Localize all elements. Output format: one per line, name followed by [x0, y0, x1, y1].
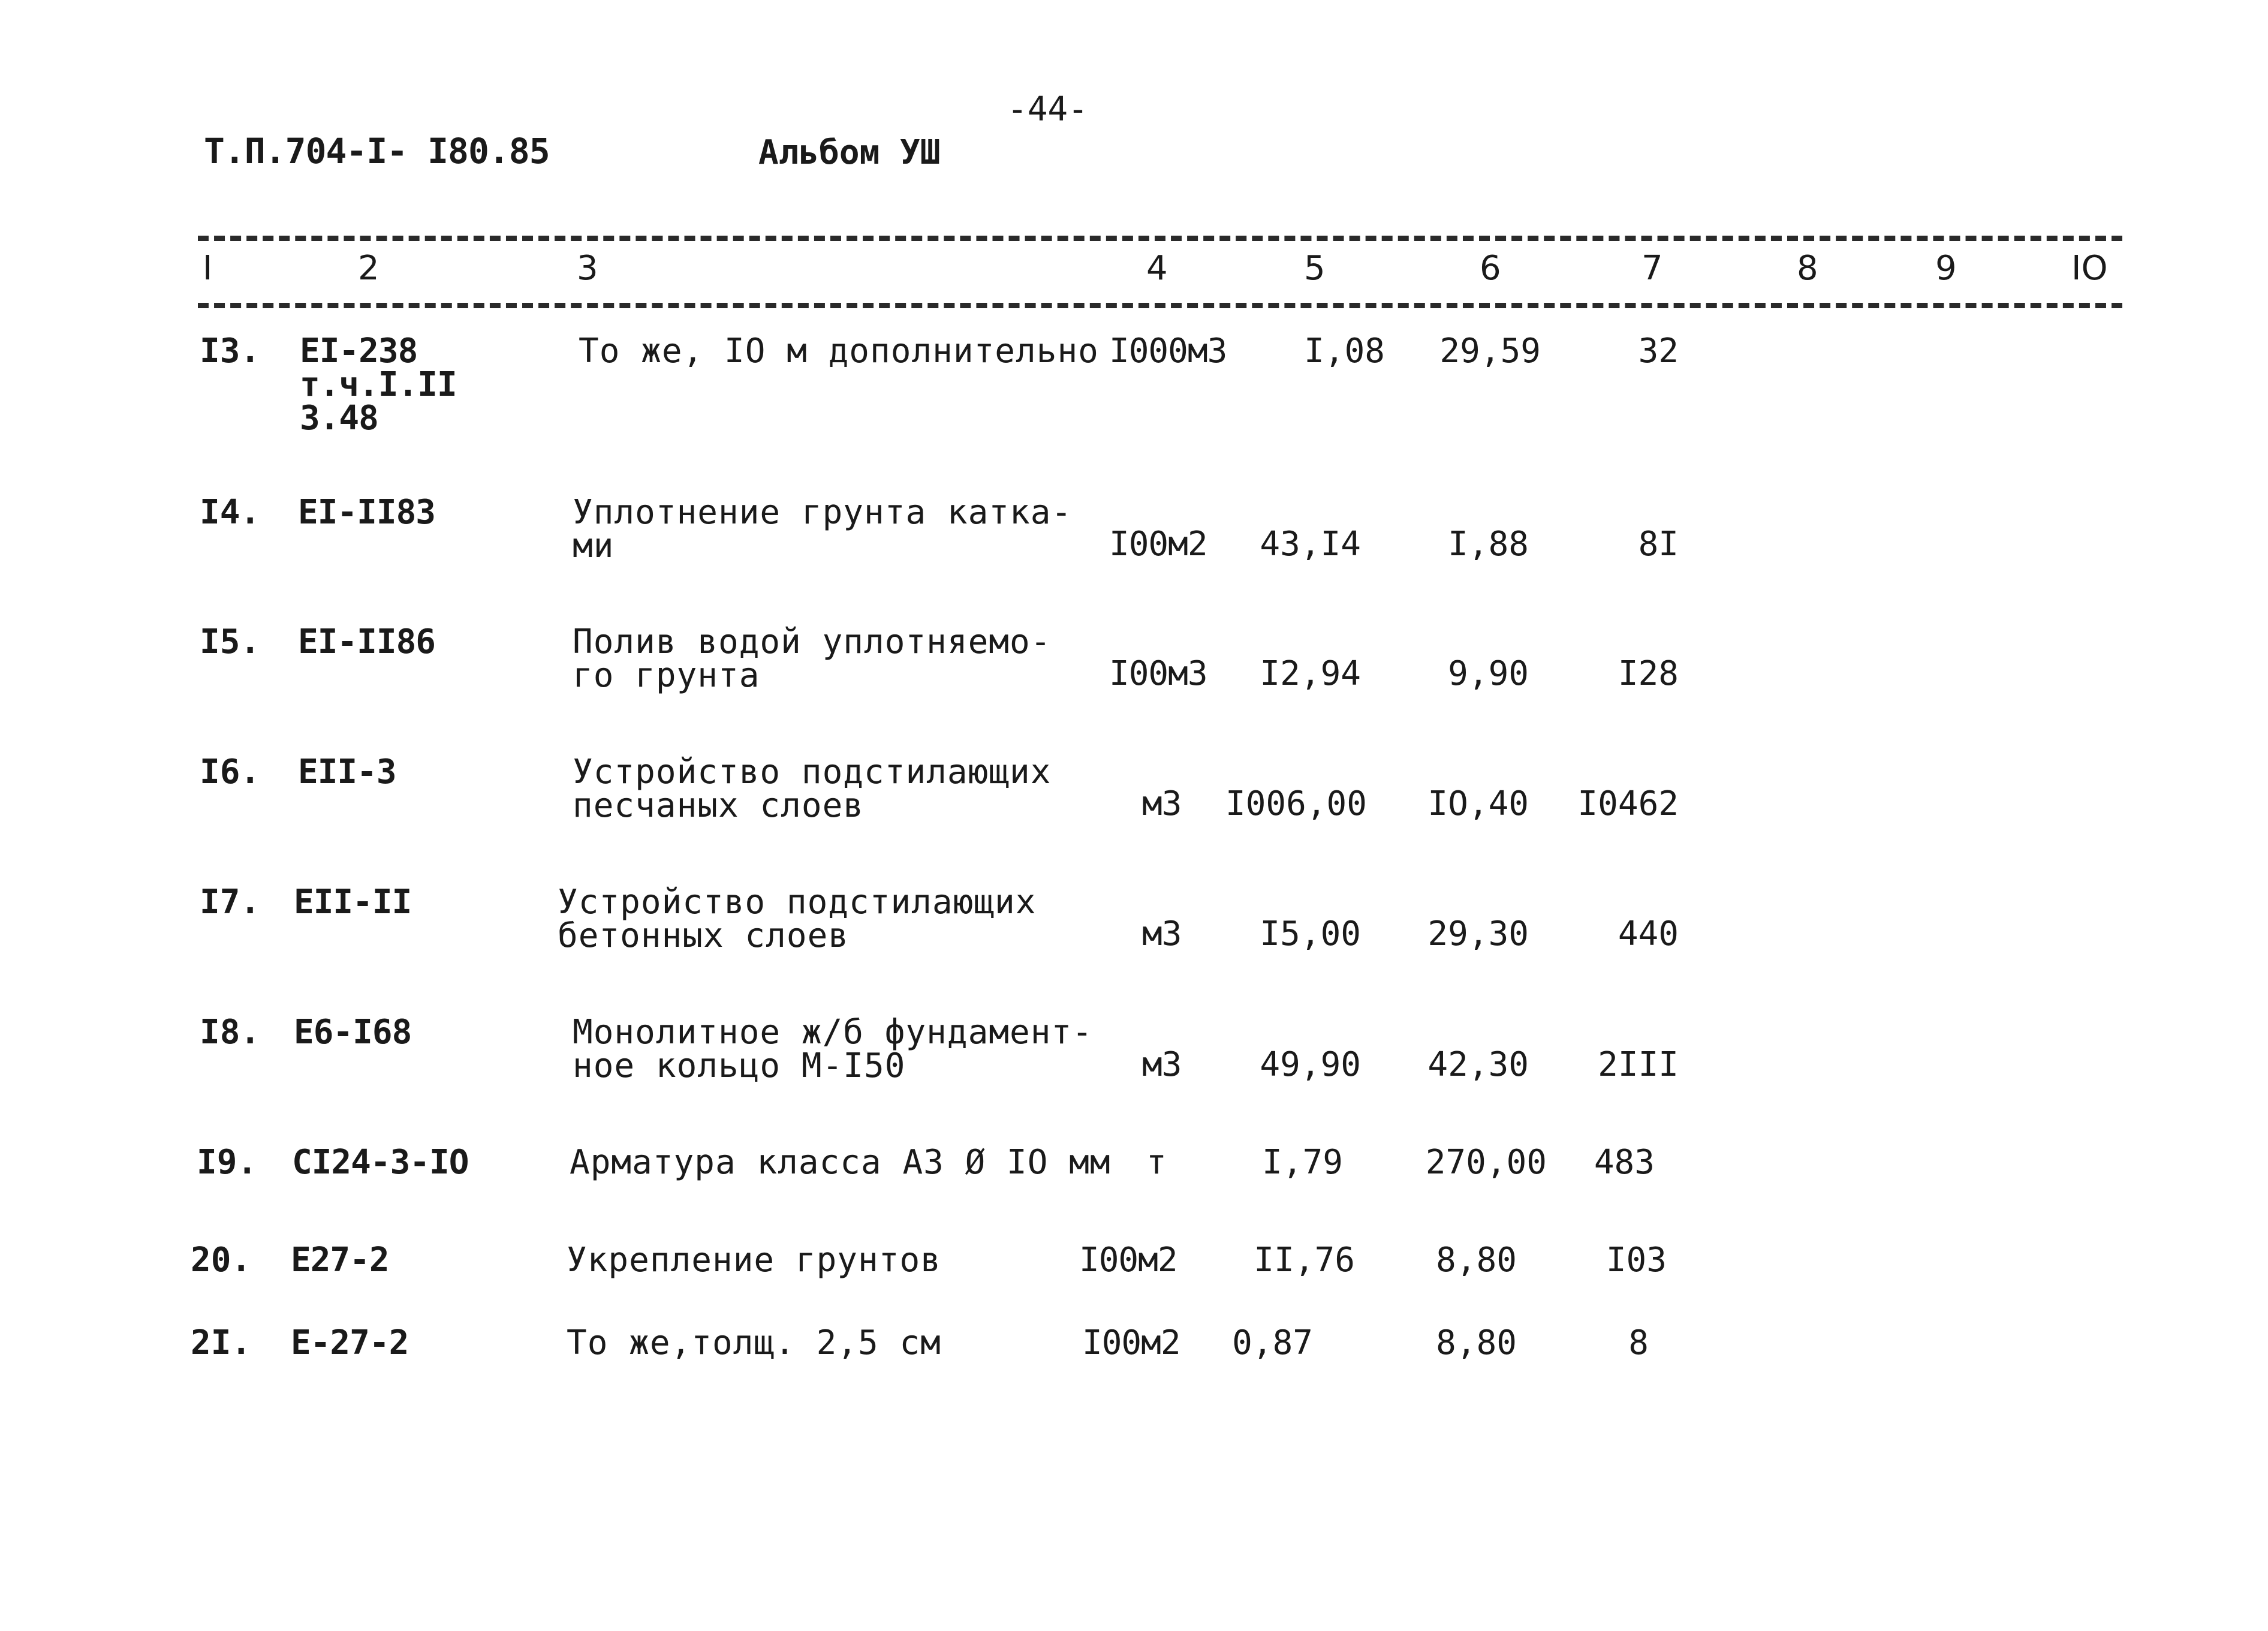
row-quantity: I2,94: [1260, 654, 1361, 693]
album-label: Альбом УШ: [758, 133, 941, 172]
row-description: Арматура класса А3 Ø IO мм: [570, 1143, 1111, 1182]
column-number-3: 3: [577, 249, 598, 288]
row-description: Уплотнение грунта катка- ми: [573, 493, 1073, 565]
row-unit-price: 9,90: [1448, 654, 1529, 693]
column-number-9: 9: [1935, 249, 1957, 288]
column-number-6: 6: [1480, 249, 1501, 288]
row-unit-price: 29,30: [1427, 914, 1529, 953]
row-number: I9.: [197, 1143, 258, 1182]
page-number: -44-: [1007, 90, 1088, 129]
row-code: E27-2: [291, 1241, 389, 1280]
row-code: EI-II83: [298, 493, 436, 532]
row-description: То же, IO м дополнительно: [579, 332, 1099, 371]
row-number: 20.: [191, 1241, 252, 1280]
row-unit: I00м2: [1079, 1241, 1177, 1280]
row-code: EII-II: [294, 883, 412, 922]
row-unit: м3: [1142, 784, 1182, 823]
row-code: E-27-2: [291, 1323, 409, 1362]
row-description: То же,толщ. 2,5 см: [567, 1323, 941, 1362]
row-unit-price: 270,00: [1425, 1143, 1547, 1182]
row-description: Устройство подстилающих бетонных слоев: [558, 883, 1037, 955]
row-unit: I00м3: [1109, 654, 1207, 693]
row-unit-price: 8,80: [1436, 1241, 1517, 1280]
row-quantity: 43,I4: [1260, 525, 1361, 564]
column-number-7: 7: [1641, 249, 1663, 288]
row-unit-price: 29,59: [1439, 332, 1541, 371]
row-unit: м3: [1142, 914, 1182, 953]
row-unit-price: IO,40: [1427, 784, 1529, 823]
document-code: Т.П.704-I- I80.85: [204, 131, 550, 171]
row-quantity: II,76: [1254, 1241, 1355, 1280]
row-code: EI-II86: [298, 622, 436, 661]
row-unit: I00м2: [1109, 525, 1207, 564]
row-unit-price: I,88: [1448, 525, 1529, 564]
row-description: Полив водой уплотняемо- го грунта: [573, 622, 1052, 695]
row-description: Устройство подстилающих песчаных слоев: [573, 753, 1052, 825]
row-total: 2III: [1598, 1045, 1679, 1084]
row-code: EII-3: [298, 753, 396, 792]
column-number-10: IO: [2071, 249, 2108, 288]
row-number: 2I.: [191, 1323, 252, 1362]
row-total: 8I: [1638, 525, 1679, 564]
row-quantity: I5,00: [1260, 914, 1361, 953]
row-quantity: I006,00: [1225, 784, 1367, 823]
row-quantity: 0,87: [1232, 1323, 1313, 1362]
row-total: I03: [1606, 1241, 1667, 1280]
row-number: I6.: [200, 753, 261, 792]
column-number-2: 2: [358, 249, 379, 288]
row-code: EI-238 т.ч.I.II 3.48: [300, 332, 457, 438]
row-description: Монолитное ж/б фундамент- ное кольцо М-I50: [573, 1013, 1093, 1085]
row-number: I3.: [200, 332, 261, 371]
header-rule-top: [198, 236, 2122, 241]
row-total: 32: [1638, 332, 1679, 371]
row-total: I28: [1618, 654, 1679, 693]
row-number: I5.: [200, 622, 261, 661]
row-unit-price: 8,80: [1436, 1323, 1517, 1362]
row-total: 483: [1594, 1143, 1655, 1182]
row-unit: м3: [1142, 1045, 1182, 1084]
row-unit: I00м2: [1082, 1323, 1180, 1362]
row-number: I8.: [200, 1013, 261, 1052]
row-number: I4.: [200, 493, 261, 532]
column-number-4: 4: [1146, 249, 1168, 288]
row-unit: I000м3: [1109, 332, 1227, 371]
row-quantity: I,08: [1304, 332, 1385, 371]
row-description: Укрепление грунтов: [567, 1241, 941, 1280]
row-quantity: I,79: [1262, 1143, 1343, 1182]
row-code: E6-I68: [294, 1013, 412, 1052]
row-quantity: 49,90: [1260, 1045, 1361, 1084]
column-number-8: 8: [1797, 249, 1818, 288]
header-rule-bottom: [198, 303, 2122, 308]
row-number: I7.: [200, 883, 261, 922]
row-total: 440: [1618, 914, 1679, 953]
row-unit: т: [1146, 1143, 1166, 1182]
row-total: I0462: [1577, 784, 1679, 823]
column-number-1: I: [203, 249, 213, 288]
row-total: 8: [1628, 1323, 1649, 1362]
row-unit-price: 42,30: [1427, 1045, 1529, 1084]
row-code: CI24-3-IO: [292, 1143, 469, 1182]
column-number-5: 5: [1304, 249, 1326, 288]
